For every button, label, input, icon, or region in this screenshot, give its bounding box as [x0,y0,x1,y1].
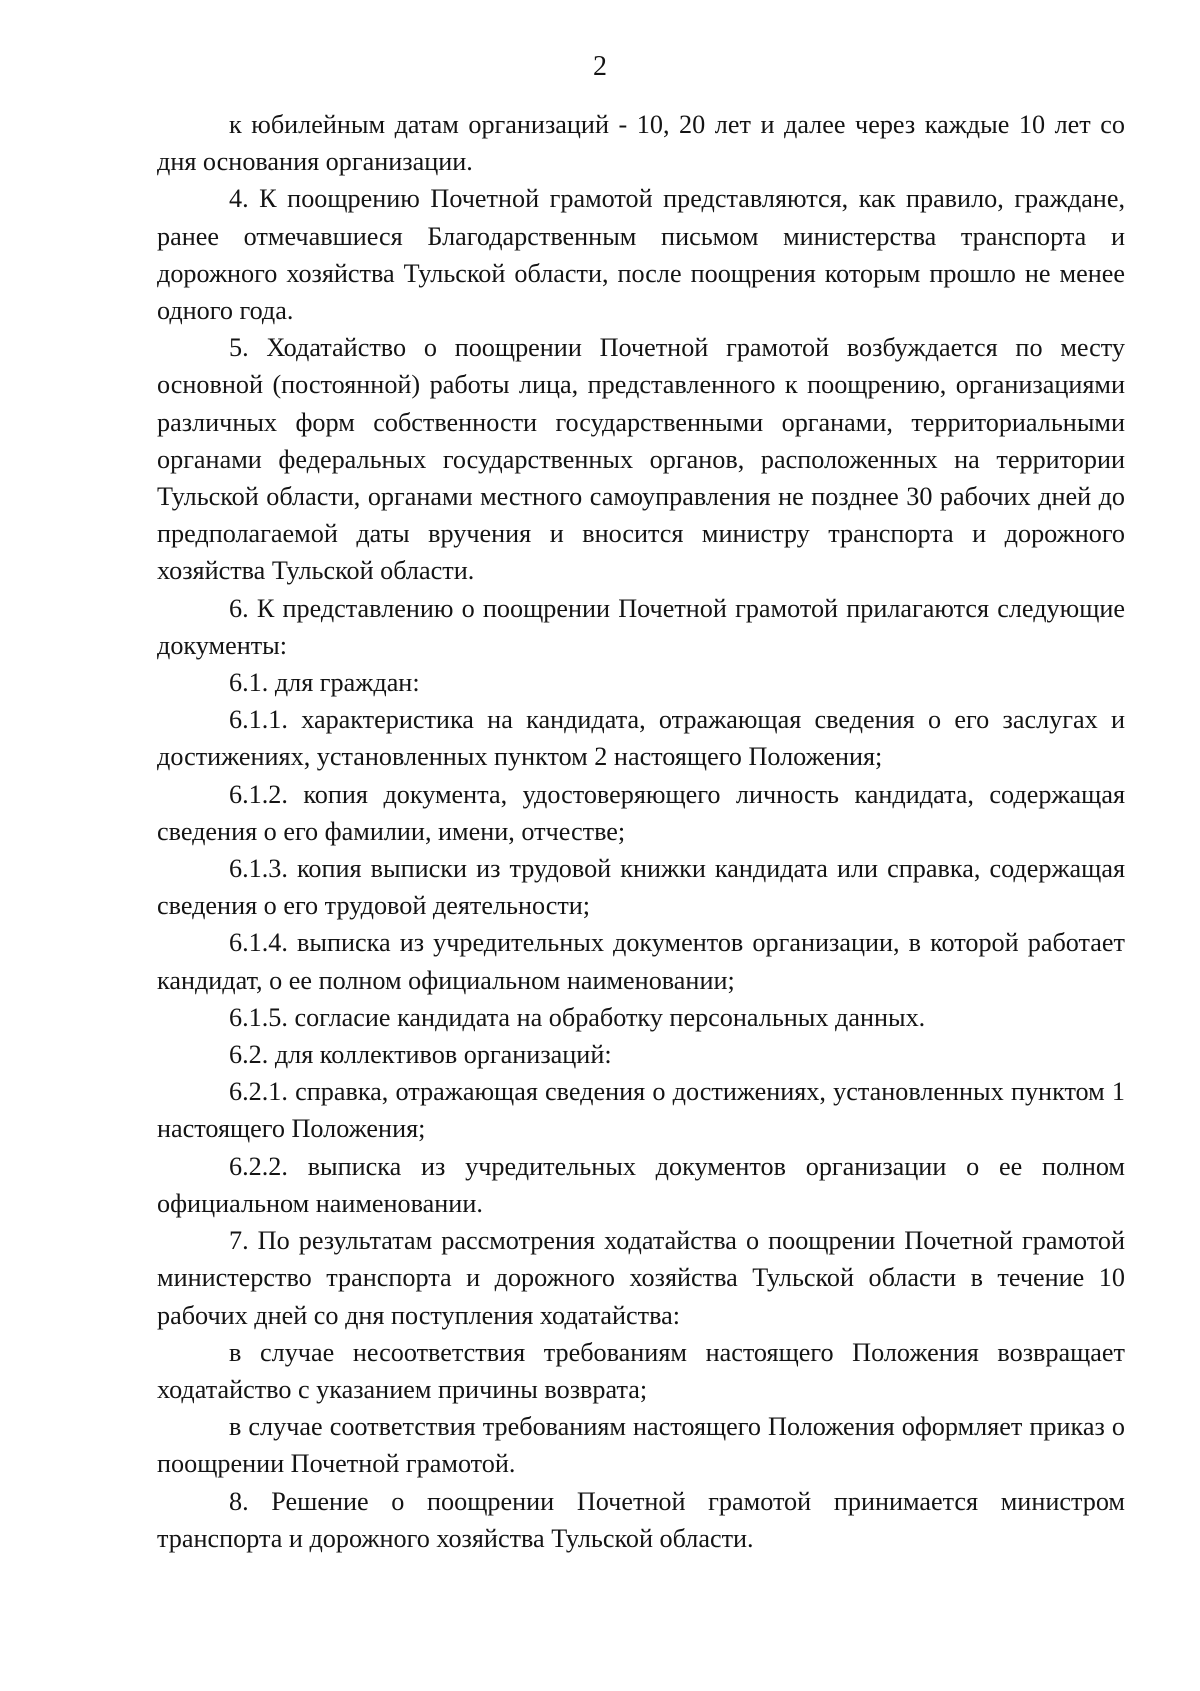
paragraph-item-7-approve-case: в случае соответствия требованиям настоящего Положения оформляет приказ о поощрении Почетной грамотой. [157,1412,1125,1479]
paragraph-item-6-1-4: 6.1.4. выписка из учредительных документов организации, в которой работает кандидат, о ее полном официальном наименовании; [157,928,1125,995]
paragraph-item-4: 4. К поощрению Почетной грамотой представляются, как правило, граждане, ранее отмечавшиеся Благодарственным письмом министерства транспорта и дорожного хозяйства Тульской области, после поощрения которым прошло не менее одного года. [157,184,1125,326]
paragraph-item-6-1-5: 6.1.5. согласие кандидата на обработку персональных данных. [229,1002,926,1032]
paragraph-item-6-1: 6.1. для граждан: [229,668,420,698]
paragraph-item-8: 8. Решение о поощрении Почетной грамотой принимается министром транспорта и дорожного хозяйства Тульской области. [157,1486,1125,1553]
paragraph-item-6-1-3: 6.1.3. копия выписки из трудовой книжки кандидата или справка, содержащая сведения о его трудовой деятельности; [157,854,1125,921]
paragraph-item-6-1-1: 6.1.1. характеристика на кандидата, отражающая сведения о его заслугах и достижениях, установленных пунктом 2 настоящего Положения; [157,705,1125,772]
paragraph-item-6-2-2: 6.2.2. выписка из учредительных документов организации о ее полном официальном наименовании. [157,1151,1125,1218]
paragraph-item-6-2: 6.2. для коллективов организаций: [229,1040,612,1070]
paragraph-item-6: 6. К представлению о поощрении Почетной грамотой прилагаются следующие документы: [157,593,1125,660]
paragraph-item-6-2-1: 6.2.1. справка, отражающая сведения о достижениях, установленных пунктом 1 настоящего Положения; [157,1077,1125,1144]
document-body [157,106,1125,1557]
paragraph-item-7-return-case: в случае несоответствия требованиям настоящего Положения возвращает ходатайство с указанием причины возврата; [157,1337,1125,1404]
paragraph-item-5: 5. Ходатайство о поощрении Почетной грамотой возбуждается по месту основной (постоянной) работы лица, представленного к поощрению, организациями различных форм собственности государственными органами, территориальными органами федеральных государственных органов, расположенных на территории Тульской области, органами местного самоуправления не позднее 30 рабочих дней до предполагаемой даты вручения и вносится министру транспорта и дорожного хозяйства Тульской области. [157,333,1125,586]
page-number: 2 [593,51,607,82]
paragraph-item-7: 7. По результатам рассмотрения ходатайства о поощрении Почетной грамотой министерство транспорта и дорожного хозяйства Тульской области в течение 10 рабочих дней со дня поступления ходатайства: [157,1226,1125,1330]
paragraph-anniversary-dates: к юбилейным датам организаций - 10, 20 лет и далее через каждые 10 лет со дня основания организации. [157,110,1125,177]
paragraph-item-6-1-2: 6.1.2. копия документа, удостоверяющего личность кандидата, содержащая сведения о его фамилии, имени, отчестве; [157,779,1125,846]
